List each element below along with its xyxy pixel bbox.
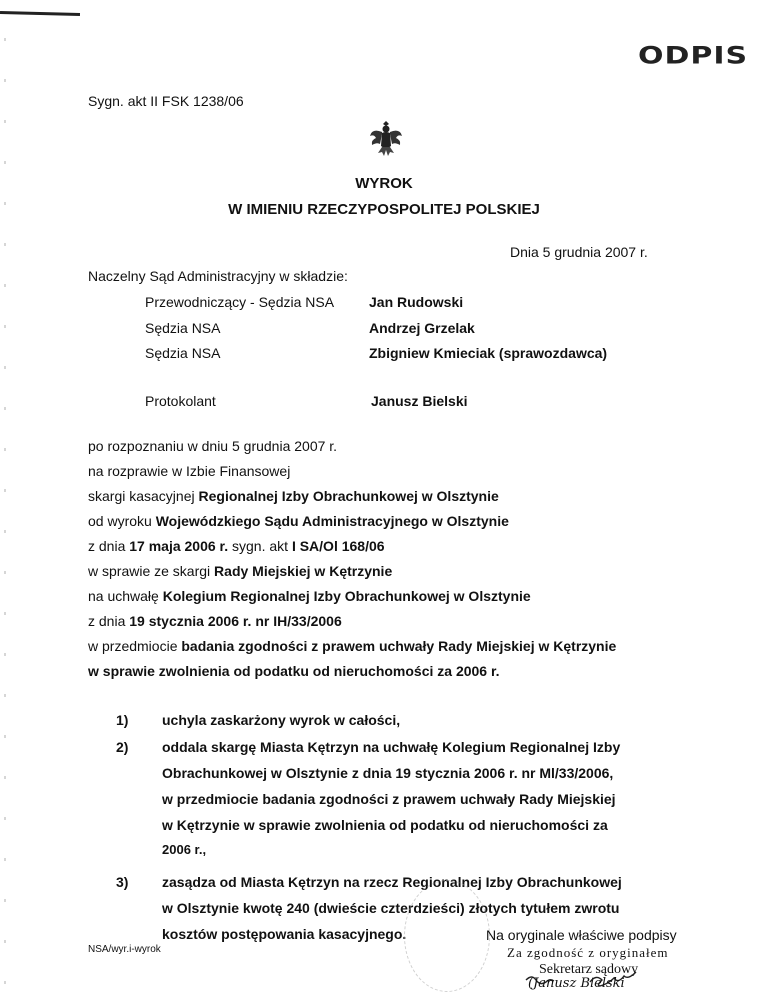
ruling-text: kosztów postępowania kasacyjnego. [162, 926, 407, 942]
ruling-number: 3) [116, 874, 129, 890]
corner-ink-mark [0, 11, 80, 16]
recital-resolution-date: z dnia 19 stycznia 2006 r. nr IH/33/2006 [88, 613, 342, 629]
ruling-text: zasądza od Miasta Kętrzyn na rzecz Regionalnej Izby Obrachunkowej [162, 874, 622, 890]
ruling-number: 2) [116, 739, 129, 755]
panel-name-clerk: Janusz Bielski [371, 393, 468, 409]
recital-subject: w przedmiocie badania zgodności z prawem uchwały Rady Miejskiej w Kętrzynie [88, 638, 617, 654]
ruling-text: w przedmiocie badania zgodności z prawem uchwały Rady Miejskiej [162, 791, 616, 807]
secretary-name: (Janusz Bielski [528, 976, 625, 991]
ruling-text: w Kętrzynie w sprawie zwolnienia od podatku od nieruchomości za [162, 817, 608, 833]
panel-name-judge-1: Andrzej Grzelak [369, 320, 475, 336]
recital-appellant: skargi kasacyjnej Regionalnej Izby Obrachunkowej w Olsztynie [88, 488, 499, 504]
document-code: NSA/wyr.i-wyrok [88, 944, 161, 955]
original-signatures-note: Na oryginale właściwe podpisy [486, 927, 677, 943]
ruling-text: 2006 r., [162, 842, 207, 857]
copy-stamp: ODPIS [638, 42, 749, 70]
panel-name-judge-2: Zbigniew Kmieciak (sprawozdawca) [369, 345, 608, 361]
verdict-date: Dnia 5 grudnia 2007 r. [510, 244, 648, 260]
ruling-text: w Olsztynie kwotę 240 (dwieście czterdzieści) złotych tytułem zwrotu [162, 900, 620, 916]
panel-role-judge-1: Sędzia NSA [145, 320, 221, 336]
recital-subject-cont: w sprawie zwolnienia od podatku od nieruchomości za 2006 r. [88, 663, 500, 679]
recital-lower-court: od wyroku Wojewódzkiego Sądu Administracyjnego w Olsztynie [88, 513, 509, 529]
polish-eagle-emblem-icon [368, 118, 404, 158]
ruling-number: 1) [116, 712, 129, 728]
court-seal-icon [404, 880, 490, 992]
scan-edge-marks [4, 0, 6, 994]
recital-chamber: na rozprawie w Izbie Finansowej [88, 463, 291, 479]
recital-lower-court-judgment: z dnia 17 maja 2006 r. sygn. akt I SA/Ol 168/06 [88, 538, 385, 554]
case-number: Sygn. akt II FSK 1238/06 [88, 93, 244, 109]
verdict-title: WYROK [355, 175, 413, 192]
recital-complainant: w sprawie ze skargi Rady Miejskiej w Kętrzynie [88, 563, 393, 579]
verdict-subtitle: W IMIENIU RZECZYPOSPOLITEJ POLSKIEJ [228, 201, 540, 218]
panel-role-clerk: Protokolant [145, 393, 216, 409]
secretary-title: Sekretarz sądowy [539, 962, 639, 977]
panel-role-presiding: Przewodniczący - Sędzia NSA [145, 294, 335, 310]
conformity-note: Za zgodność z oryginałem [507, 945, 669, 960]
ruling-text: oddala skargę Miasta Kętrzyn na uchwałę Kolegium Regionalnej Izby [162, 739, 621, 755]
panel-name-presiding: Jan Rudowski [369, 294, 464, 310]
panel-role-judge-2: Sędzia NSA [145, 345, 221, 361]
ruling-text: uchyla zaskarżony wyrok w całości, [162, 712, 401, 728]
court-composition-intro: Naczelny Sąd Administracyjny w składzie: [88, 268, 348, 284]
recital-hearing-date: po rozpoznaniu w dniu 5 grudnia 2007 r. [88, 438, 338, 454]
recital-resolution-body: na uchwałę Kolegium Regionalnej Izby Obrachunkowej w Olsztynie [88, 588, 531, 604]
ruling-text: Obrachunkowej w Olsztynie z dnia 19 stycznia 2006 r. nr Ml/33/2006, [162, 765, 614, 781]
